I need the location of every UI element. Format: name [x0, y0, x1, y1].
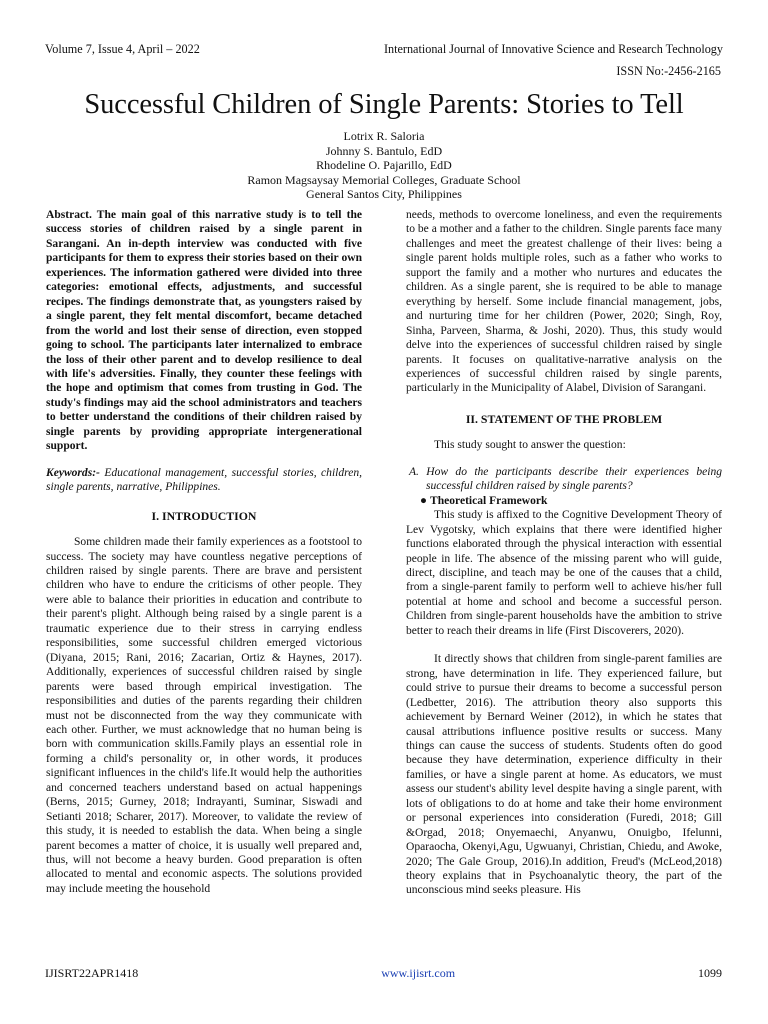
keywords	[46, 466, 362, 495]
left-column	[46, 208, 362, 896]
affiliation: Ramon Magsaysay Memorial Colleges, Graduate School	[247, 172, 521, 187]
running-header	[45, 41, 723, 57]
author-name: Johnny S. Bantulo, EdD	[325, 143, 443, 158]
keywords-text: Educational management, successful stories, children, single parents, narrative, Philippines.	[46, 466, 362, 494]
discussion-paragraph: It directly shows that children from single-parent families are strong, have determination in life. They experienced failure, but could strive to pursue their dreams to become a successful person (Ledbetter, 2016). The attribution theory also supports this achievement by Bernard Weiner (2012), in which he states that causal attributions influence positive results or success. Many things can cause the success of students. Students often do good because they have determination, experience difficulty in their families, or have a single parent at home. As educators, we must assess our student's ability level despite having a single parent, with lots of obligations to do at home and take their home environment or personal experiences into consideration (Furedi, 2018; Gill &Orgad, 2018; Onyemaechi, Anyanwu, Onuigbo, Ifelunni, Oparaocha, Okenyi,Agu, Ugwuanyi, Christian, Chiedu, and Awoke, 2020; The Gale Group, 2016).In addition, Freud's (McLeod,2018) theory explains that in Psychoanalytic theory, the part of the unconscious mind seeks pleasure. His	[406, 653, 722, 897]
section-heading-problem: II. STATEMENT OF THE PROBLEM	[465, 411, 663, 426]
continued-paragraph: needs, methods to overcome loneliness, and even the requirements to be a mother and a father to the children. Single parents face many challenges and meet the greatest challenge of their lives: being a single parent holds multiple roles, such as a father who works to support the family and a mother who nurtures and educates the children. As a single parent, she is required to be able to manage everything by herself. Some include financial management, jobs, and nurturing time for her children (Power, 2020; Singh, Roy, Sinha, Parveen, Sharma, & Joshi, 2020). Thus, this study would delve into the experiences of successful children raised by single parents. It focuses on qualitative-narrative analysis on the experiences of successful children raised by single parents, particularly in the Municipality of Alabel, Division of Sarangani.	[406, 209, 722, 395]
volume-info: Volume 7, Issue 4, April – 2022	[45, 42, 200, 56]
author-name: Lotrix R. Saloria	[343, 129, 425, 143]
issn: ISSN No:-2456-2165	[616, 64, 721, 78]
section-heading-introduction: I. INTRODUCTION	[151, 508, 257, 523]
abstract: Abstract. The main goal of this narrative study is to tell the success stories of children raised by a single parent in Sarangani. An in-depth interview was conducted with five participants for them to express their stories based on their own experiences. The information gathered were divided into three categories: emotional effects, adjustments, and successful recipes. The findings demonstrate that, as youngsters raised by a single parent, they felt mental discomfort, became detached from the world and lost their sense of direction, even stopped going to school. The participants later internalized to embrace the loss of their other parent and to develop resilience to deal with life's adversities. Finally, they counter these feelings with the hope and optimism that comes from trusting in God. The study's findings may aid the school administrators and teachers to better understand the conditions of their children raised by single parents by providing appropriate intergenerational support.	[46, 209, 362, 453]
bullet-icon: ●	[420, 494, 427, 507]
keywords-label: Keywords:-	[46, 466, 100, 479]
paper-code: IJISRT22APR1418	[45, 966, 139, 980]
journal-name: International Journal of Innovative Science and Research Technology	[383, 42, 723, 56]
author-name: Rhodeline O. Pajarillo, EdD	[316, 158, 452, 173]
right-column	[406, 208, 722, 898]
journal-website-link[interactable]: www.ijisrt.com	[381, 966, 456, 980]
intro-paragraph: Some children made their family experiences as a footstool to success. The society may have countless negative perceptions of children raised by single parents. There are brave and persistent children who have to endure the criticisms of other people. They were able to balance their priorities in education and contribute to their parent's plight. Although being raised by a single parent is a traumatic experience due to their stress in carrying endless responsibilities, some successful children emerged victorious (Diyana, 2015; Rani, 2016; Zacarian, Ortiz & Haynes, 2017). Additionally, experiences of successful children raised by single parents were based through empirical investigation. The responsibilities and duties of the parents regarding their children must not be disconnected from the way they communicate with each other. Further, we must acknowledge that no human being is born with communication skills.Family plays an essential role in forming a child's personality or, in other words, it produces significant influences in the child's life.It would help the authorities and concerned teachers understand based on actual happenings (Berns, 2015; Gurney, 2018; Indrayanti, Suminar, Siswadi and Setianti 2018; Scharer, 2017). Moreover, to validate the review of this study, it is needed to establish the data. When being a single parent becomes a matter of choice, it is usually well prepared and, thus, will not become a heavy burden. Good preparation is often allocated to mental and economic aspects. The solutions provided may include meeting the household	[46, 536, 362, 895]
page-footer	[45, 966, 722, 981]
framework-heading-text: Theoretical Framework	[430, 494, 548, 507]
framework-heading	[406, 494, 722, 508]
page-number: 1099	[698, 966, 722, 980]
framework-paragraph: This study is affixed to the Cognitive Development Theory of Lev Vygotsky, which explains that there were identified higher functions elaborated through the physical interaction with essential people in life. The absence of the missing parent who will guide, direct, discipline, and teach may be one of the causes that a child, from a single-parent family to perform well to achieve his/her full potential at home and school and become a successful person. Children from single-parent households have the ambition to strive better to reach their dreams in life (First Discoverers, 2020).	[406, 509, 722, 637]
paper-title: Successful Children of Single Parents: Stories to Tell	[84, 89, 684, 120]
research-question: A. How do the participants describe their experiences being successful children raised by single parents?	[409, 465, 722, 493]
problem-intro: This study sought to answer the question:	[434, 439, 626, 452]
author-block	[0, 129, 768, 202]
affiliation-location: General Santos City, Philippines	[306, 187, 462, 202]
